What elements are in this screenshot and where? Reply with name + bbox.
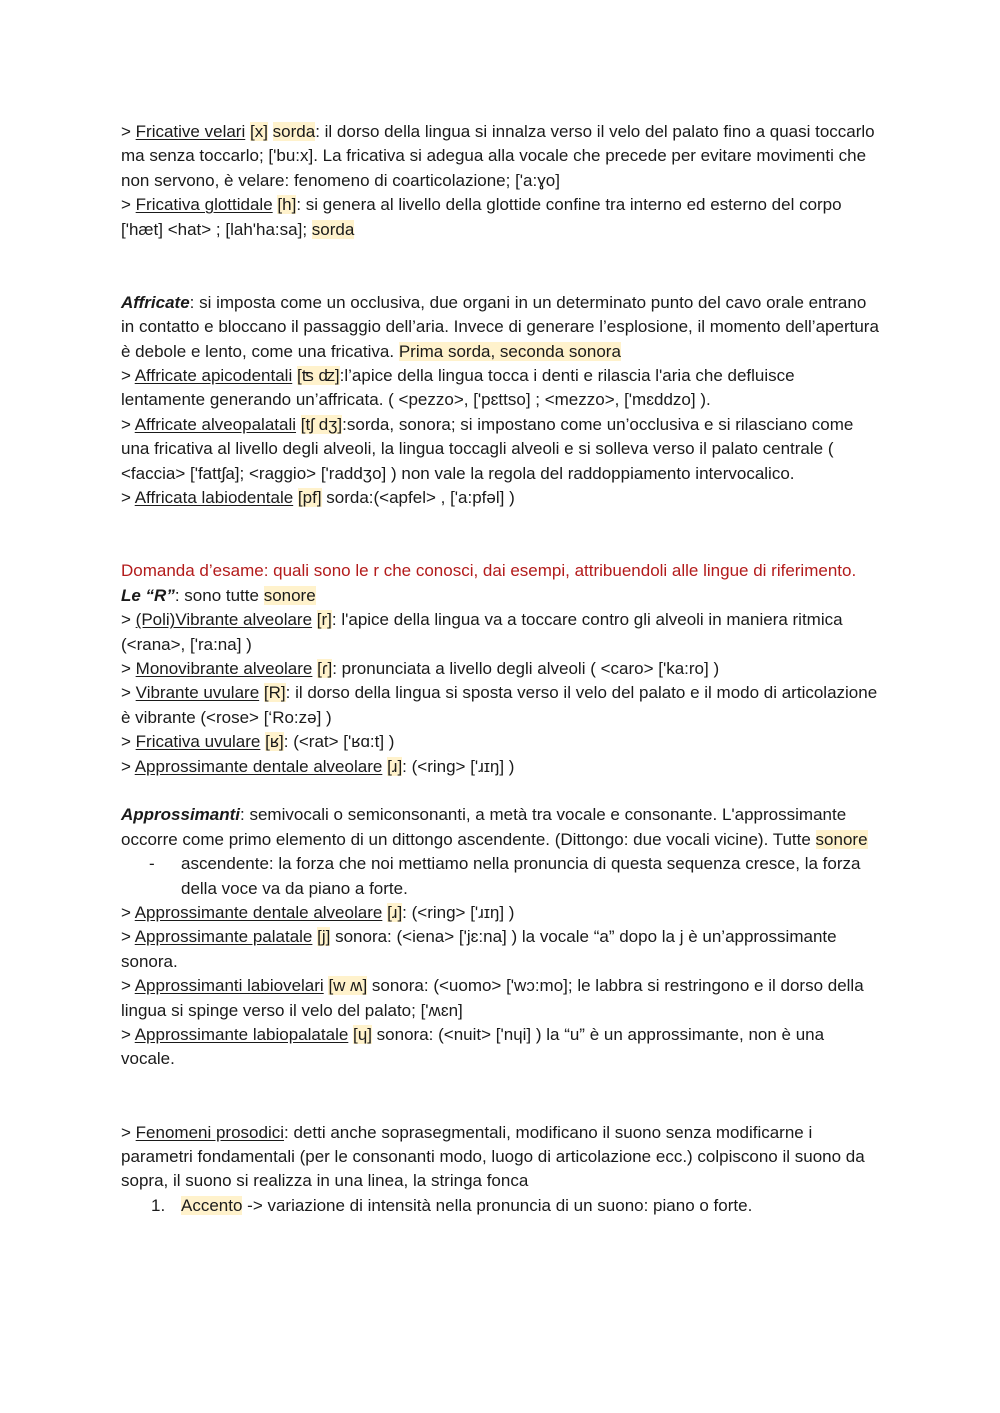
ipa-symbol: [pf] [297, 488, 322, 508]
term-fenomeni-prosodici: Fenomeni prosodici [135, 1122, 285, 1142]
voice-note: Prima sorda, seconda sonora [398, 341, 621, 361]
voice-label: sorda [272, 122, 316, 141]
r-entry: > Vibrante uvulare [R]: il dorso della lingua si sposta verso il velo del palato e il modo di articolazione è vibrante (<rose> [‘Ro:zə] ) [121, 683, 878, 727]
entry-text: : il dorso della lingua si innalza verso il velo del palato fino a quasi toccarlo ma senza toccarlo; ['bu:x]. La fricativa si adegua alla vocale che precede per evitare movimenti che non servono, è velare: fenomeno di coarticolazione; ['a:ɣo] [121, 122, 875, 190]
ipa-symbol: [h] [277, 195, 297, 215]
r-entry: > Fricativa uvulare [ʁ]: (<rat> ['ʁɑ:t] ) [121, 732, 395, 752]
section-heading-approssimanti: Approssimanti [121, 805, 241, 825]
approximant-entry: > Approssimanti labiovelari [w ʍ] sonora: (<uomo> ['wɔ:mo]; le labbra si restringono e il dorso della lingua si spinge verso il velo del palato; ['ʍɛn] [121, 976, 864, 1020]
term-accento: Accento [181, 1195, 243, 1215]
term-monovibrante: Monovibrante alveolare [135, 658, 313, 678]
voice-note: sonore [815, 829, 868, 849]
section-heading-r: Le “R” [121, 585, 175, 605]
affricate-intro: Affricate: si imposta come un occlusiva, due organi in un determinato punto del cavo orale entrano in contatto e bloccano il passaggio dell’aria. Invece di generare l’esplosione, il momento dell’apertura è debole e lento, come una fricativa. Prima sorda, seconda sonora [121, 292, 879, 361]
entry-text: : si genera al livello della glottide confine tra interno ed esterno del corpo ['hæt] <hat> ; [lah'ha:sa]; [121, 195, 842, 239]
term-polivibrante: (Poli)Vibrante alveolare [135, 610, 313, 630]
r-intro: Le “R”: sono tutte sonore [121, 585, 316, 605]
term-affricata-labiodentale: Affricata labiodentale [134, 488, 294, 508]
ipa-symbol: [j] [317, 927, 331, 947]
fricative-glottal-entry [121, 193, 881, 242]
approximant-entry: > Approssimante labiopalatale [ɥ] sonora: (<nuit> ['nɥi] ) la “u” è un approssimante, non è una vocale. [121, 1024, 825, 1069]
ipa-symbol: [ʁ] [265, 732, 284, 752]
document-body [121, 120, 881, 1218]
affricate-entry: > Affricata labiodentale [pf] sorda:(<apfel> , ['a:pfəl] ) [121, 488, 515, 508]
numbered-item: 1. Accento -> variazione di intensità nella pronuncia di un suono: piano o forte. [121, 1194, 881, 1218]
list-number: 1. [151, 1195, 166, 1215]
r-entry: > Approssimante dentale alveolare [ɹ]: (<ring> ['ɹɪŋ] ) [121, 756, 515, 776]
bullet-item: - ascendente: la forza che noi mettiamo nella pronuncia di questa sequenza cresce, la forza della voce va da piano a forte. [149, 854, 861, 898]
ipa-symbol: [ɹ] [387, 756, 403, 776]
ipa-symbol: [R] [263, 683, 286, 703]
ipa-symbol: [ɥ] [353, 1024, 372, 1044]
term-affricate-apicodentali: Affricate apicodentali [134, 366, 293, 386]
approximant-entry: > Approssimante dentale alveolare [ɹ]: (<ring> ['ɹɪŋ] ) [121, 902, 515, 922]
entry-marker: > [121, 122, 136, 141]
ipa-symbol: [ʦ ʣ] [296, 366, 340, 386]
term-approssimante-dentale-alveolare: Approssimante dentale alveolare [134, 756, 383, 776]
ipa-symbol: [w ʍ] [328, 976, 368, 996]
voice-note: sonore [263, 585, 316, 605]
affricate-entry: > Affricate apicodentali [ʦ ʣ]:l’apice della lingua tocca i denti e rilascia l'aria che defluisce lentamente generando un’affricata. ( <pezzo>, ['pɛttso] ; <mezzo>, ['mɛddzo] ). [121, 366, 795, 410]
entry-marker: > [121, 195, 136, 215]
bullet-marker: - [149, 854, 155, 874]
r-entry: > Monovibrante alveolare [ɾ]: pronunciata a livello degli alveoli ( <caro> ['ka:ro] ) [121, 658, 720, 678]
ipa-symbol: [ɹ] [387, 902, 403, 922]
prosodic-entry: > Fenomeni prosodici: detti anche soprasegmentali, modificano il suono senza modificarne i parametri fondamentali (per le consonanti modo, luogo di articolazione ecc.) colpiscono il suono da sopra, il suono si realizza in una linea, la stringa fonca [121, 1122, 865, 1191]
term-vibrante-uvulare: Vibrante uvulare [135, 683, 260, 703]
term-approssimante-palatale: Approssimante palatale [134, 927, 313, 947]
section-heading-affricate: Affricate [121, 292, 190, 312]
approximant-entry: > Approssimante palatale [j] sonora: (<iena> ['jɛ:na] ) la vocale “a” dopo la j è un’approssimante sonora. [121, 927, 837, 971]
term-fricativa-glottidale: Fricativa glottidale [135, 195, 273, 215]
term-approssimanti-labiovelari: Approssimanti labiovelari [134, 976, 324, 996]
voice-label: sorda [311, 219, 355, 239]
ipa-symbol: [x] [249, 122, 268, 141]
ipa-symbol: [ɾ] [317, 658, 333, 678]
exam-question: Domanda d’esame: quali sono le r che conosci, dai esempi, attribuendoli alle lingue di riferimento. [121, 561, 857, 581]
ipa-symbol: [tʃ dʒ] [300, 414, 343, 434]
approximants-intro: Approssimanti: semivocali o semiconsonanti, a metà tra vocale e consonante. L'approssimante occorre come primo elemento di un dittongo ascendente. (Dittongo: due vocali vicine). Tutte sonore [121, 805, 868, 849]
ipa-symbol: [r] [316, 610, 332, 630]
term-approssimante-labiopalatale: Approssimante labiopalatale [134, 1024, 349, 1044]
term-affricate-alveopalatali: Affricate alveopalatali [134, 414, 297, 434]
affricate-entry: > Affricate alveopalatali [tʃ dʒ]:sorda, sonora; si impostano come un’occlusiva e si rilasciano come una fricativa al livello degli alveoli, la lingua toccagli alveoli e si solleva verso il palato centrale ( <faccia> ['fattʃa]; <raggio> ['raddʒo] ) non vale la regola del raddoppiamento intervocalico. [121, 414, 854, 483]
term-approssimante-dentale-alveolare: Approssimante dentale alveolare [134, 902, 383, 922]
term-fricativa-uvulare: Fricativa uvulare [135, 732, 261, 752]
fricative-velar-entry [121, 120, 881, 193]
term-fricative-velari: Fricative velari [135, 122, 246, 141]
r-entry: > (Poli)Vibrante alveolare [r]: l'apice della lingua va a toccare contro gli alveoli in maniera ritmica (<rana>, ['ra:na] ) [121, 610, 843, 654]
